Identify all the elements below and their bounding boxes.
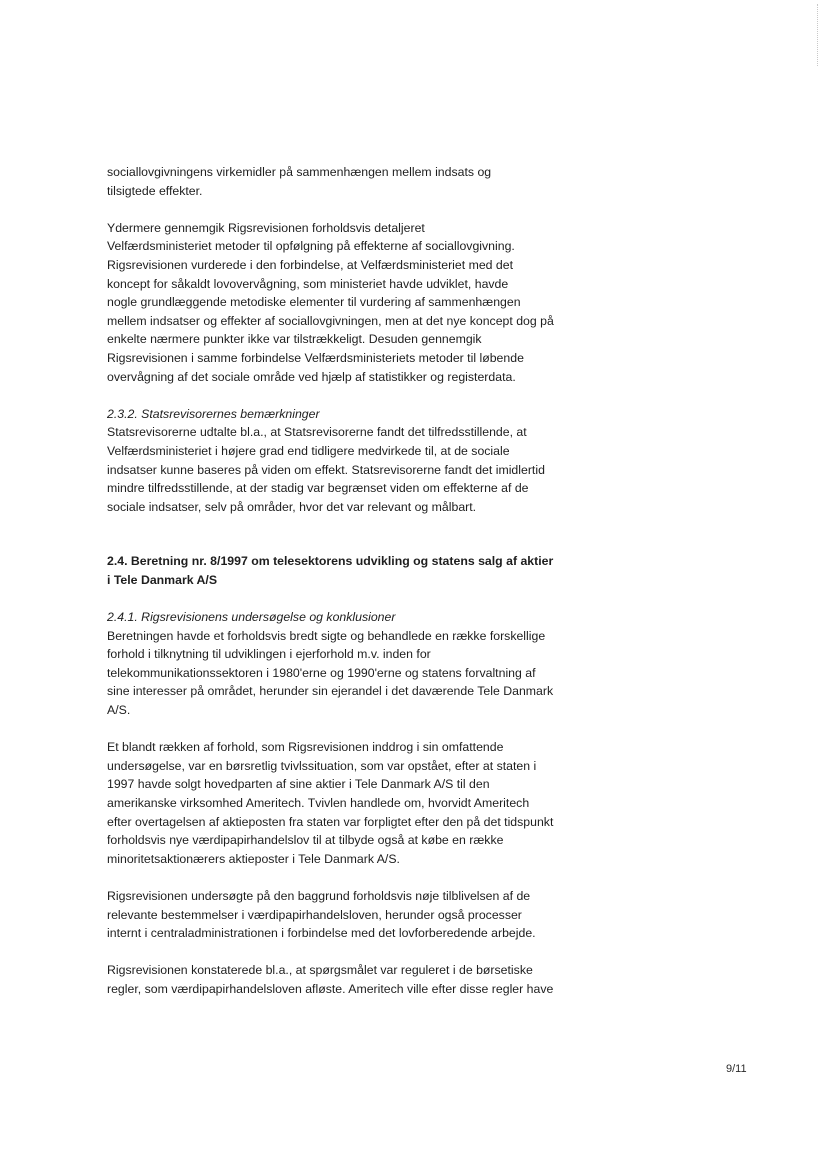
section-2-3-2-body: Statsrevisorerne udtalte bl.a., at Statsrevisorerne fandt det tilfredsstillende, at Velfærdsministeriet i højere grad end tidligere medvirkede til, at de sociale indsatser kunne baseres på viden om effekt. Statsrevisorerne fandt det imidlertid mindre tilfredsstillende, at der stadig var begrænset viden om effekterne af de sociale indsatser, selv på områder, hvor det var relevant og målbart. — [107, 425, 545, 514]
section-2-4-1-body: Beretningen havde et forholdsvis bredt sigte og behandlede en række forskellige forhold i tilknytning til udviklingen i ejerforhold m.v. inden for telekommunikationssektoren i 1980'erne og 1990'erne og statens forvaltning af sine interesser på området, herunder sin ejerandel i det daværende Tele Danmark A/S. — [107, 628, 554, 718]
section-2-4-1-title: 2.4.1. Rigsrevisionens undersøgelse og konklusioner — [107, 610, 396, 625]
paragraph-undersoegte: Rigsrevisionen undersøgte på den baggrund forholdsvis nøje tilblivelsen af de relevante bestemmelser i værdipapirhandelsloven, herunder også processer internt i centraladministrationen i forbindelse med det lovforberedende arbejde. — [107, 888, 536, 941]
section-2-3-2-title: 2.3.2. Statsrevisorernes bemærkninger — [107, 406, 320, 421]
scan-artifact — [817, 4, 821, 66]
paragraph-ydermere: Ydermere gennemgik Rigsrevisionen forholdsvis detaljeret Velfærdsministeriet metoder til opfølgning på effekterne af sociallovgivning. Rigsrevisionen vurderede i den forbindelse, at Velfærdsministeriet med det koncept for såkaldt lovovervågning, som ministeriet havde udviklet, havde nogle grundlæggende metodiske elementer til vurdering af sammenhængen mellem indsatser og effekter af sociallovgivningen, men at det nye koncept dog på enkelte nærmere punkter ikke var tilstrækkeligt. Desuden gennemgik Rigsrevisionen i samme forbindelse Velfærdsministeriets metoder til løbende overvågning af det sociale område ved hjælp af statistikker og registerdata. — [107, 220, 554, 384]
page-number: 9/11 — [726, 1063, 747, 1075]
document-body — [107, 163, 577, 999]
paragraph-et-blandt: Et blandt rækken af forhold, som Rigsrevisionen inddrog i sin omfattende undersøgelse, var en børsretlig tvivlssituation, som var opstået, efter at staten i 1997 havde solgt hovedparten af sine aktier i Tele Danmark A/S til den amerikanske virksomhed Ameritech. Tvivlen handlede om, hvorvidt Ameritech efter overtagelsen af aktieposten fra staten var forpligtet efter den på det tidspunkt forholdsvis nye værdipapirhandelslov til at tilbyde også at købe en række minoritetsaktionærers aktieposter i Tele Danmark A/S. — [107, 740, 554, 866]
section-2-4-heading: 2.4. Beretning nr. 8/1997 om telesektorens udvikling og statens salg af aktier i Tele Danmark A/S — [107, 554, 554, 587]
continuation-paragraph: sociallovgivningens virkemidler på sammenhængen mellem indsats og tilsigtede effekter. — [107, 165, 492, 198]
paragraph-konstaterede: Rigsrevisionen konstaterede bl.a., at spørgsmålet var reguleret i de børsetiske regler, som værdipapirhandelsloven afløste. Ameritech ville efter disse regler have — [107, 963, 554, 996]
